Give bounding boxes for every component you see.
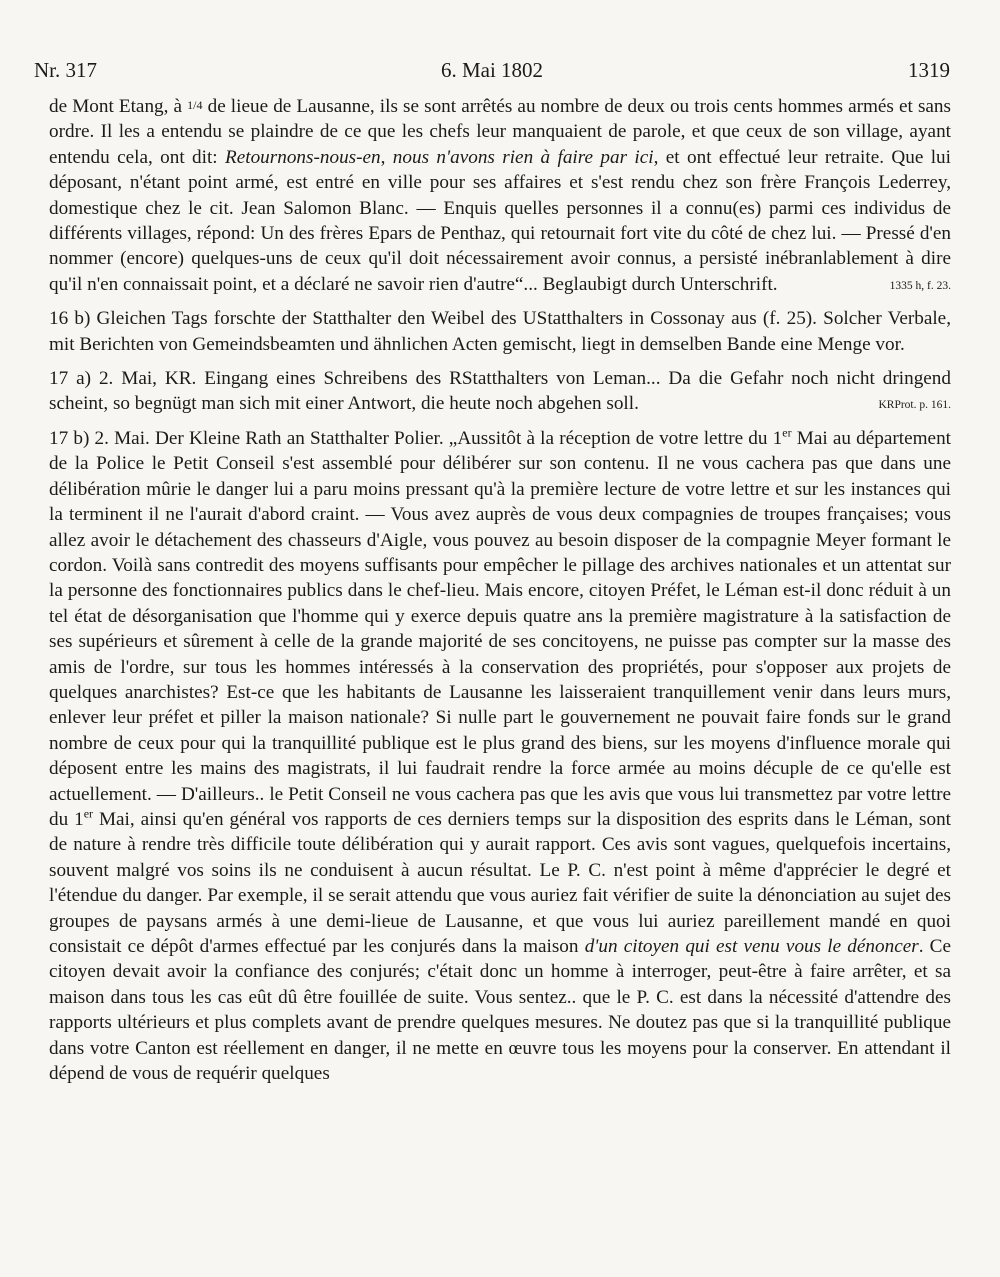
quote-italic-1: Retournons-nous-en	[225, 146, 381, 168]
p1-text-c: ,	[380, 146, 393, 168]
paragraph-17a	[49, 366, 951, 417]
p4-text-d: . Ce citoyen devait avoir la confiance des conjurés; c'était donc un homme à interroger, peut-être à faire arrêter, et sa maison dans tous les cas eût dû être fouillée de suite. Vous sentez.. que le P. C. est dans la nécessité d'attendre des rapports ultérieurs et plus complets avant de prendre quelques mesures. Ne doutez pas que si la tranquillité publique dans votre Canton est réellement en danger, il ne mette en œuvre tous les moyens pour la conserver. En attendant il dépend de vous de requérir quelques	[49, 936, 951, 1085]
superscript: er	[83, 806, 94, 821]
source-reference: KRProt. p. 161.	[878, 399, 951, 412]
italic-phrase: d'un citoyen qui est venu vous le dénoncer	[584, 936, 919, 957]
source-reference: 1335 h, f. 23.	[889, 279, 951, 292]
p4-text-b: Mai au département de la Police le Petit Conseil s'est assemblé pour délibérer sur son contenu. Il ne vous cachera pas que dans une délibération mûrie le danger lui a paru moins pressant qu'à la première lecture de votre lettre et sur les instances qui la terminent il ne l'aurait d'abord craint. — Vous avez auprès de vous deux compagnies de troupes françaises; vous allez avoir le détachement des chasseurs d'Aigle, vous pouvez au besoin disposer de la compagnie Meyer formant le cordon. Voilà sans contredit des moyens suffisants pour empêcher le pillage des archives nationales et un attentat sur la personne des fonctionnaires publics dans le chef-lieu. Mais encore, citoyen Préfet, le Léman est-il donc réduit à un tel état de désorganisation que l'homme qui y exerce depuis quatre ans la première magistrature à la satisfaction de ses supérieurs et sûrement à celle de la grande majorité de ses concitoyens, ne puisse pas compter sur la masse des amis de l'ordre, sur tous les hommes intéressés à la conservation des propriétés, pour s'opposer aux projets de quelques anarchistes? Est-ce que les habitants de Lausanne les laisseraient tranquillement venir dans leurs murs, enlever leur préfet et piller la maison nationale? Si nulle part le gouvernement ne pouvait faire fonds sur le grand nombre de ceux pour qui la tranquillité publique est le plus grand des biens, sur les moyens d'influence morale qui déposent entre les mains des magistrats, il lui faudrait rendre la force armée au moins décuple de ce qu'elle est actuellement. — D'ailleurs.. le Petit Conseil ne vous cachera pas que les avis que vous lui transmettez par votre lettre du 1	[49, 427, 951, 830]
paragraph-16b: 16 b) Gleichen Tags forschte der Statthalter den Weibel des UStatthalters in Cossonay aus (f. 25). Solcher Verbale, mit Berichten von Gemeindsbeamten und ähnlichen Acten gemischt, liegt in demselben Bande eine Menge vor.	[49, 308, 951, 355]
page-header	[34, 58, 950, 88]
superscript: er	[782, 425, 792, 440]
p1-text-a: de Mont Etang, à	[49, 96, 188, 117]
paragraph-17b	[49, 426, 951, 1087]
p3-text: 17 a) 2. Mai, KR. Eingang eines Schreibens des RStatthalters von Leman... Da die Gefahr noch nicht dringend scheint, so begnügt man sich mit einer Antwort, die heute noch abgehen soll.	[49, 368, 951, 415]
document-body	[49, 93, 951, 1095]
p1-text-b: de lieue de Lausanne, ils se sont arrêtés au nombre de deux ou trois cents hommes armés et sans ordre. Il les a entendu se plaindre de ce que les chefs leur manquaient de parole, et que ceux de son village, ayant entendu cela, ont dit:	[49, 96, 951, 168]
p4-text-c: Mai, ainsi qu'en général vos rapports de ces derniers temps sur la disposition des esprits dans le Léman, sont de nature à rendre très difficile toute délibération qui y aurait rapport. Ces avis sont vagues, quelquefois incertains, souvent malgré vos soins ils ne conduisent à aucun résultat. Le P. C. n'est point à même d'apprécier le degré et l'étendue du danger. Par exemple, il se serait attendu que vous auriez fait vérifier de suite la dénonciation au sujet des groupes de paysans armés à une demi-lieue de Lausanne, et que vous lui auriez pareillement mandé en quoi consistait ce dépôt d'armes effectué par les conjurés dans la maison	[49, 808, 951, 957]
page-number: 1319	[908, 58, 950, 82]
fraction: 1/4	[187, 98, 203, 112]
header-date: 6. Mai 1802	[440, 58, 544, 82]
p4-text-a: 17 b) 2. Mai. Der Kleine Rath an Statthalter Polier. „Aussitôt à la réception de votre lettre du 1	[49, 427, 783, 449]
paragraph-deposition	[49, 93, 951, 297]
document-number: Nr. 317	[34, 58, 97, 82]
quote-italic-2: nous n'avons rien à faire par ici	[392, 146, 654, 168]
p1-text-d: , et ont effectué leur retraite. Que lui déposant, n'étant point armé, est entré en ville pour ses affaires et s'est rendu chez son frère François Lederrey, domestique chez le cit. Jean Salomon Blanc. — Enquis quelles personnes il a connu(es) parmi ces individus de différents villages, répond: Un des frères Epars de Penthaz, qui retournait fort vite du côté de chez lui. — Pressé d'en nommer (encore) quelques-uns de ceux qu'il doit nécessairement avoir connus, a persisté inébranlablement à dire qu'il n'en connaissait point, et a déclaré ne savoir rien d'autre“... Beglaubigt durch Unterschrift.	[49, 146, 951, 295]
